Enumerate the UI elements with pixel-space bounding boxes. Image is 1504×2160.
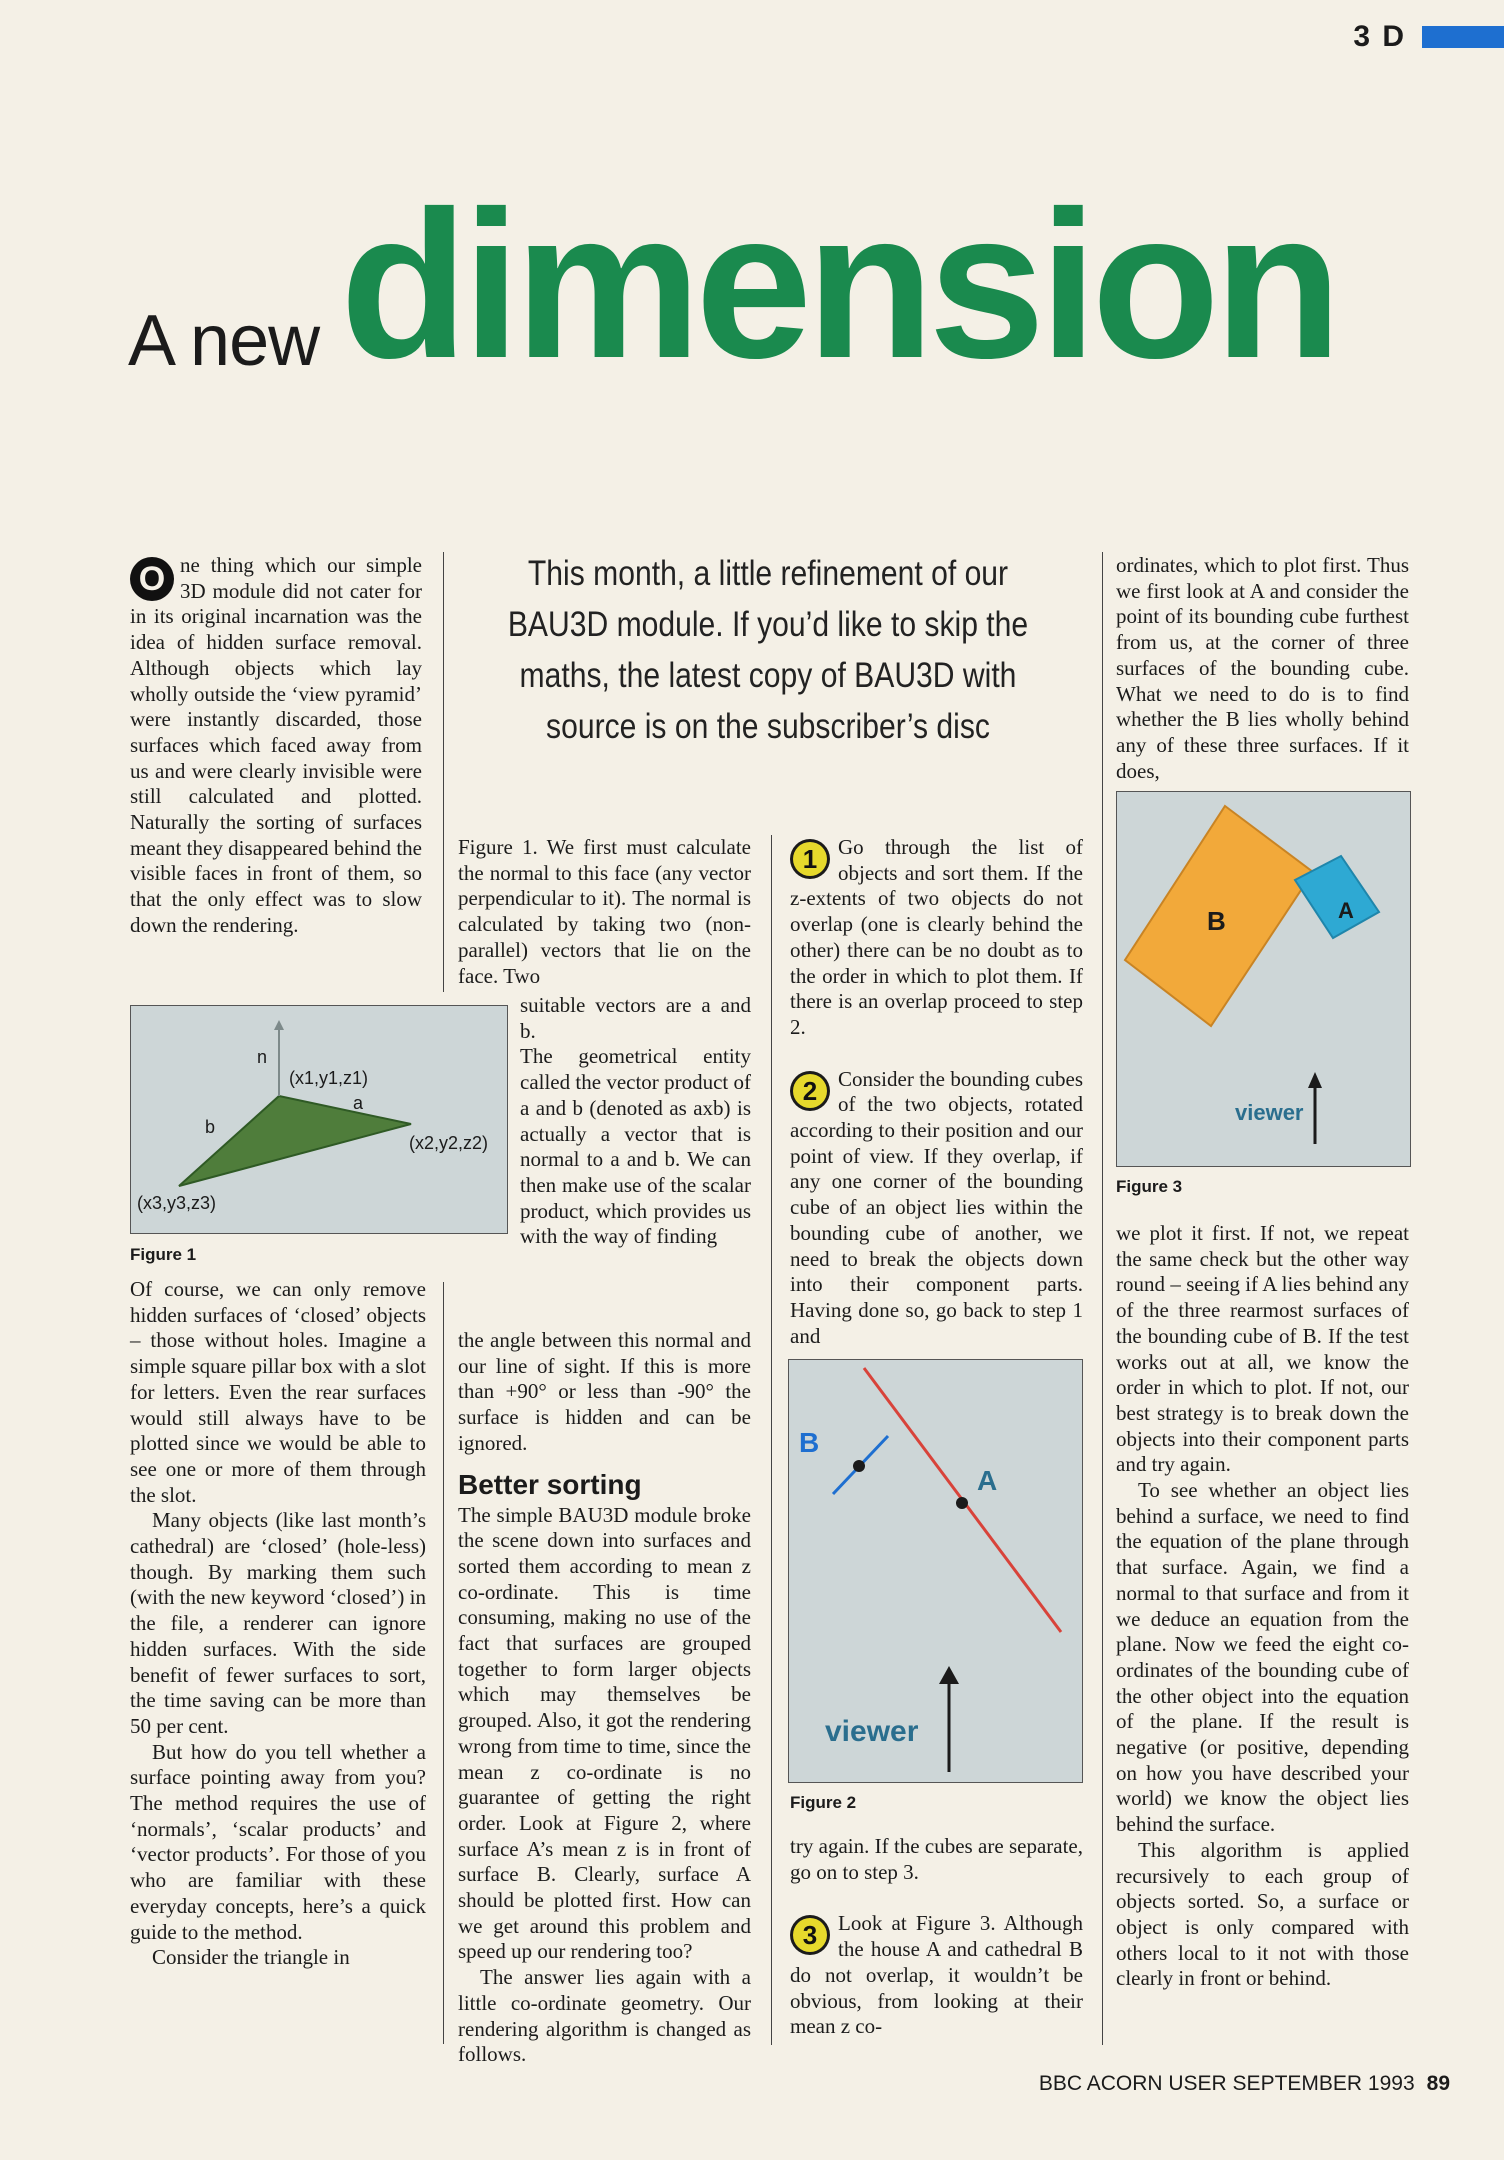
- surface-a-midpoint: [956, 1497, 968, 1509]
- column-2-top: [458, 835, 751, 989]
- column-rule: [1102, 552, 1103, 2045]
- headline-prefix: A new: [128, 301, 320, 381]
- figure-2-caption: Figure 2: [790, 1793, 857, 1812]
- step-2-badge: 2: [790, 1071, 830, 1111]
- paragraph: the angle between this normal and our line of sight. If this is more than +90° or less than -90° the surface is hidden and can be ignored.: [458, 1328, 751, 1455]
- intro-paragraph: ne thing which our simple 3D module did not cater for in its original incarnation was the idea of hidden surface removal. Although objects which lay wholly outside the ‘view pyramid’ were instantly discarded, those surfaces which faced away from us and were clearly invisible were still calculated and plotted. Naturally the sorting of surfaces meant they disappeared behind the visible faces in front of them, so that the only effect was to slow down the rendering.: [130, 553, 422, 937]
- step-1-badge: 1: [790, 839, 830, 879]
- surface-b-midpoint: [853, 1460, 865, 1472]
- label-point-1: (x1,y1,z1): [289, 1068, 369, 1088]
- viewer-arrowhead: [1308, 1072, 1322, 1088]
- paragraph: The simple BAU3D module broke the scene down into surfaces and sorted them according to mean z co-ordinate. This is time consuming, making no use of the fact that surfaces are grouped together to form larger objects which may themselves be grouped. Also, it got the rendering wrong from time to time, since the mean z co-ordinate is no guarantee of getting the right order. Look at Figure 2, where surface A’s mean z is in front of surface B. Clearly, surface A should be plotted first. How can we get around this problem and speed up our rendering too?: [458, 1502, 751, 1964]
- paragraph: Figure 1. We first must calculate the normal to this face (any vector perpendicular to it). The normal is calculated by taking two (non-parallel) vectors that lie on the face. Two: [458, 835, 751, 988]
- column-rule: [443, 552, 444, 992]
- label-point-2: (x2,y2,z2): [409, 1133, 489, 1153]
- column-4-top: [1116, 553, 1409, 784]
- subheading-better-sorting: Better sorting: [458, 1468, 642, 1500]
- label-a: a: [353, 1093, 364, 1113]
- step-3-text: Look at Figure 3. Although the house A and cathedral B do not overlap, it wouldn’t be obvious, from looking at their mean z co-: [790, 1911, 1083, 2039]
- label-surface-b: B: [799, 1427, 820, 1458]
- column-rule: [771, 835, 772, 2045]
- paragraph: we plot it first. If not, we repeat the same check but the other way round – seeing if A lies behind any of the three rearmost surfaces of the bounding cube of B. If the test works out at all, we know the order in which to plot. If not, our best strategy is to break down the objects into their component parts and try again.: [1116, 1221, 1409, 1477]
- drop-cap: O: [130, 557, 174, 601]
- footer-magazine: BBC ACORN USER SEPTEMBER 1993: [1038, 2072, 1415, 2095]
- figure-2-diagram: [789, 1360, 1082, 1782]
- column-1-top: [130, 553, 422, 939]
- paragraph: To see whether an object lies behind a surface, we need to find the equation of the plane through that surface. Again, we find a normal to that surface and from it we deduce an equation from the plane. Now we feed the eight co-ordinates of the bounding cube of the other object into the equation of the plane. If the result is negative (or positive, depending on how you have described your world) we know the object lies behind the surface.: [1116, 1478, 1409, 1837]
- label-object-b: B: [1207, 906, 1226, 936]
- paragraph: Many objects (like last month’s cathedral) are ‘closed’ (hole-less) though. By marking them such (with the new keyword ‘closed’) in the file, a renderer can ignore hidden surfaces. With the side benefit of fewer surfaces to sort, the time saving can be more than 50 per cent.: [130, 1508, 426, 1738]
- paragraph: The answer lies again with a little co-ordinate geometry. Our rendering algorithm is changed as follows.: [458, 1965, 751, 2067]
- paragraph: The geometrical entity called the vector product of a and b (denoted as axb) is actually a vector that is normal to a and b. We can then make use of the scalar product, which provides us with the way of finding: [520, 1044, 751, 1249]
- headline-main: dimension: [340, 167, 1337, 402]
- column-3-bottom: [790, 1834, 1083, 2040]
- label-surface-a: A: [977, 1465, 998, 1496]
- paragraph: suitable vectors are a and b.: [520, 993, 751, 1043]
- figure-3: [1116, 791, 1411, 1167]
- triangle-face: [179, 1096, 411, 1186]
- page-footer: [1039, 2072, 1450, 2096]
- paragraph: But how do you tell whether a surface pointing away from you? The method requires the use of ‘normals’, ‘scalar products’ and ‘vector products’. For those of you who are familiar with these everyday concepts, here’s a quick guide to the method.: [130, 1739, 426, 1944]
- label-point-3: (x3,y3,z3): [137, 1193, 217, 1213]
- normal-arrowhead: [274, 1020, 284, 1030]
- paragraph: Of course, we can only remove hidden surfaces of ‘closed’ objects – those without holes. Imagine a simple square pillar box with a slot for letters. Even the rear surfaces would still always have to be plotted since we would be able to see one or more of them through the slot.: [130, 1277, 426, 1507]
- column-rule: [443, 1282, 444, 2044]
- step-3-badge: 3: [790, 1915, 830, 1955]
- figure-3-diagram: [1117, 792, 1410, 1166]
- paragraph: ordinates, which to plot first. Thus we first look at A and consider the point of its bounding cube furthest from us, at the corner of three surfaces of the bounding cube. What we need to do is to find whether the B lies wholly behind any of these three surfaces. If it does,: [1116, 553, 1409, 783]
- viewer-arrowhead: [939, 1666, 959, 1684]
- figure-1: [130, 1005, 508, 1234]
- paragraph: try again. If the cubes are separate, go on to step 3.: [790, 1834, 1083, 1884]
- figure-1-diagram: [131, 1006, 507, 1233]
- section-label: 3 D: [1353, 20, 1406, 53]
- label-n: n: [257, 1047, 268, 1067]
- label-object-a: A: [1338, 898, 1354, 923]
- column-3-top: [790, 835, 1083, 1349]
- column-2-narrow: [520, 993, 751, 1250]
- column-2-bottom: [458, 1328, 751, 2068]
- section-marker: [1353, 20, 1504, 54]
- label-viewer: viewer: [1235, 1100, 1304, 1125]
- page-number: 89: [1426, 2072, 1450, 2095]
- figure-3-caption: Figure 3: [1116, 1177, 1183, 1196]
- step-2-text: Consider the bounding cubes of the two objects, rotated according to their position and our point of view. If they overlap, if any one corner of the bounding cube of an object lies within the bounding cube of another, we need to break the objects down into their component parts. Having done so, go back to step 1 and: [790, 1066, 1083, 1348]
- paragraph: Consider the triangle in: [152, 1945, 350, 1970]
- figure-1-caption: Figure 1: [130, 1245, 197, 1264]
- section-color-bar: [1422, 26, 1504, 48]
- figure-2: [788, 1359, 1083, 1783]
- label-viewer: viewer: [825, 1715, 919, 1748]
- step-1-text: Go through the list of objects and sort them. If the z-extents of two objects do not overlap (one is clearly behind the other) there can be no doubt as to the order in which to plot them. If there is an overlap proceed to step 2.: [790, 835, 1083, 1039]
- standfirst: This month, a little refinement of our BAU3D module. If you’d like to skip the maths, the latest copy of BAU3D with source is on the subscriber’s disc: [507, 554, 1029, 746]
- label-b: b: [205, 1117, 216, 1137]
- column-1-bottom: [130, 1277, 426, 1971]
- column-4-bottom: [1116, 1221, 1409, 1992]
- paragraph: This algorithm is applied recursively to each group of objects sorted. So, a surface or object is only compared with others local to it not with those clearly in front or behind.: [1116, 1837, 1409, 1991]
